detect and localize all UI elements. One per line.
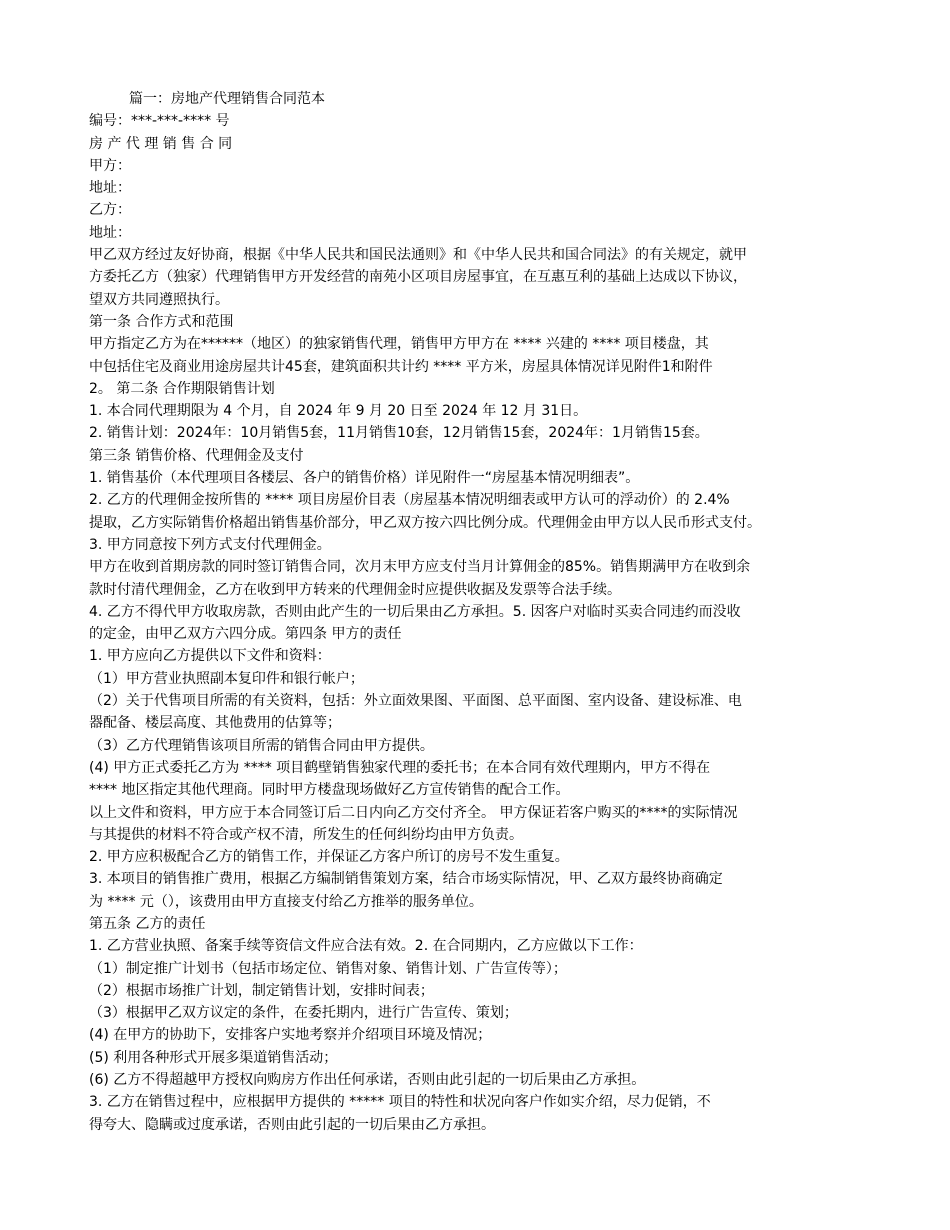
text-line: （1）制定推广计划书（包括市场定位、销售对象、销售计划、广告宣传等）； (89, 960, 567, 977)
text-line: 1. 本合同代理期限为 4 个月，自 2024 年 9 月 20 日至 2024 年 12 月 31日。 (89, 403, 588, 420)
party-a-address-label: 地址： (89, 180, 131, 197)
text-line: （3）根据甲乙双方议定的条件，在委托期内，进行广告宣传、策划； (89, 1005, 518, 1022)
text-line: 1. 乙方营业执照、备案手续等资信文件应合法有效。2. 在合同期内，乙方应做以下工作： (89, 938, 643, 955)
text-line: 的定金，由甲乙双方六四分成。第四条 甲方的责任 (89, 626, 402, 643)
section-heading: 第五条 乙方的责任 (89, 915, 206, 932)
text-line: 4. 乙方不得代甲方收取房款，否则由此产生的一切后果由乙方承担。5. 因客户对临时买卖合同违约而没收 (89, 603, 741, 620)
text-line: (6) 乙方不得超越甲方授权向购房方作出任何承诺，否则由此引起的一切后果由乙方承担。 (89, 1072, 646, 1089)
text-line: 器配备、楼层高度、其他费用的估算等； (89, 715, 341, 732)
text-line: 2. 销售计划：2024年：10月销售5套，11月销售10套，12月销售15套，2024年：1月销售15套。 (89, 425, 709, 442)
document-page (89, 88, 861, 1136)
text-line: 甲方在收到首期房款的同时签订销售合同，次月末甲方应支付当月计算佣金的85%。销售期满甲方在收到余 (89, 559, 751, 576)
text-line: 中包括住宅及商业用途房屋共计45套，建筑面积共计约 **** 平方米，房屋具体情况详见附件1和附件 (89, 358, 713, 375)
text-line: 2. 乙方的代理佣金按所售的 **** 项目房屋价目表（房屋基本情况明细表或甲方认可的浮动价）的 2.4% (89, 492, 730, 509)
text-line: 得夸大、隐瞒或过度承诺，否则由此引起的一切后果由乙方承担。 (89, 1116, 495, 1133)
party-b-label: 乙方： (89, 202, 131, 219)
text-line: 款时付清代理佣金，乙方在收到甲方转来的代理佣金时应提供收据及发票等合法手续。 (89, 581, 621, 598)
text-line: **** 地区指定其他代理商。同时甲方楼盘现场做好乙方宣传销售的配合工作。 (89, 782, 570, 799)
section-heading: 第三条 销售价格、代理佣金及支付 (89, 447, 304, 464)
contract-number: 编号：***-***-**** 号 (89, 113, 230, 130)
text-line: （1）甲方营业执照副本复印件和银行帐户； (89, 670, 364, 687)
text-line: 1. 销售基价（本代理项目各楼层、各户的销售价格）详见附件一“房屋基本情况明细表”。 (89, 470, 640, 487)
text-line: 方委托乙方（独家）代理销售甲方开发经营的南苑小区项目房屋事宜，在互惠互利的基础上达成以下协议， (89, 269, 747, 286)
text-line: 2。 第二条 合作期限销售计划 (89, 380, 275, 397)
text-line: 3. 本项目的销售推广费用，根据乙方编制销售策划方案，结合市场实际情况，甲、乙双方最终协商确定 (89, 871, 723, 888)
text-line: (4) 甲方正式委托乙方为 **** 项目鹤壁销售独家代理的委托书；在本合同有效代理期内，甲方不得在 (89, 759, 711, 776)
text-line: 2. 甲方应积极配合乙方的销售工作，并保证乙方客户所订的房号不发生重复。 (89, 849, 569, 866)
text-line: （2）根据市场推广计划，制定销售计划，安排时间表； (89, 982, 434, 999)
text-line: （2）关于代售项目所需的有关资料，包括：外立面效果图、平面图、总平面图、室内设备、建设标准、电 (89, 693, 742, 710)
party-a-label: 甲方： (89, 157, 131, 174)
document-title: 篇一：房地产代理销售合同范本 (129, 91, 325, 107)
contract-heading: 房 产 代 理 销 售 合 同 (89, 135, 233, 152)
text-line: 提取，乙方实际销售价格超出销售基价部分，甲乙双方按六四比例分成。代理佣金由甲方以人民币形式支付。 (89, 514, 761, 531)
party-b-address-label: 地址： (89, 224, 131, 241)
text-line: 与其提供的材料不符合或产权不清，所发生的任何纠纷均由甲方负责。 (89, 826, 523, 843)
text-line: 3. 甲方同意按下列方式支付代理佣金。 (89, 536, 331, 553)
text-line: (5) 利用各种形式开展多渠道销售活动； (89, 1049, 338, 1066)
text-line: 甲乙双方经过友好协商，根据《中华人民共和国民法通则》和《中华人民共和国合同法》的有关规定，就甲 (89, 247, 747, 264)
text-line: （3）乙方代理销售该项目所需的销售合同由甲方提供。 (89, 737, 434, 754)
text-line: (4) 在甲方的协助下，安排客户实地考察并介绍项目环境及情况； (89, 1027, 492, 1044)
text-line: 1. 甲方应向乙方提供以下文件和资料： (89, 648, 331, 665)
text-line: 甲方指定乙方为在******（地区）的独家销售代理，销售甲方甲方在 **** 兴建的 **** 项目楼盘，其 (89, 336, 709, 353)
text-line: 3. 乙方在销售过程中，应根据甲方提供的 ***** 项目的特性和状况向客户作如实介绍，尽力促销，不 (89, 1094, 711, 1111)
text-line: 为 **** 元（），该费用由甲方直接支付给乙方推举的服务单位。 (89, 893, 483, 910)
text-line: 望双方共同遵照执行。 (89, 291, 229, 308)
section-heading: 第一条 合作方式和范围 (89, 313, 234, 330)
text-line: 以上文件和资料，甲方应于本合同签订后二日内向乙方交付齐全。 甲方保证若客户购买的****的实际情况 (89, 804, 738, 821)
